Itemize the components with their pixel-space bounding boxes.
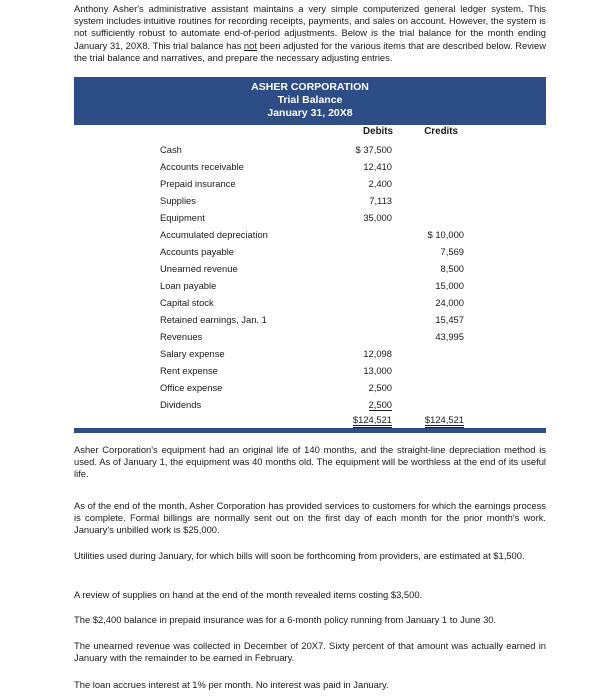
- credit-amount: 15,000: [435, 280, 464, 291]
- intro-text-part1: Anthony Asher's administrative assistant maintains a very simple computerized general ledger system. This system includes intuitive routines for recording receipts, payments, and sales on account. However, the system is not sufficiently robust to automate end-of-period adjustments. Below is the trial balance for the month ending January 31, 20X8. This trial balance has: [74, 3, 546, 51]
- debit-amount: 2,400: [368, 178, 392, 189]
- table-row: [74, 178, 546, 195]
- account-name: Accumulated depreciation: [160, 229, 268, 240]
- credit-amount: 43,995: [435, 331, 464, 342]
- account-name: Retained earnings, Jan. 1: [160, 314, 267, 325]
- equipment-narrative: Asher Corporation's equipment had an original life of 140 months, and the straight-line depreciation method is used. As of January 1, the equipment was 40 months old. The equipment will be worthless at the end of its useful life.: [74, 444, 546, 480]
- table-row: [74, 246, 546, 263]
- credit-amount: $ 10,000: [427, 229, 464, 240]
- account-name: Prepaid insurance: [160, 178, 236, 189]
- intro-not-underlined: not: [243, 39, 257, 51]
- table-row: [74, 144, 546, 161]
- account-name: Revenues: [160, 331, 203, 342]
- debit-amount: 13,000: [363, 365, 392, 376]
- account-name: Loan payable: [160, 280, 217, 291]
- statement-title: Trial Balance: [277, 94, 343, 106]
- trial-balance-table: [74, 77, 546, 432]
- account-name: Capital stock: [160, 297, 214, 308]
- table-row: [74, 348, 546, 365]
- table-row: [74, 195, 546, 212]
- debit-amount: 7,113: [369, 195, 392, 206]
- debit-amount: 35,000: [363, 212, 392, 223]
- total-debits: $124,521: [353, 414, 392, 428]
- insurance-narrative: The $2,400 balance in prepaid insurance was for a 6-month policy running from January 1 to June 30.: [74, 614, 497, 625]
- debit-amount: 2,500: [368, 399, 392, 410]
- table-row: [74, 331, 546, 348]
- services-narrative: As of the end of the month, Asher Corporation has provided services to customers for which the earnings process is complete. Formal billings are normally sent out on the first day of each month for the prior month's work. January's unbilled work is $25,000.: [74, 500, 546, 536]
- credit-amount: 15,457: [435, 314, 464, 325]
- account-name: Dividends: [160, 399, 202, 410]
- account-name: Equipment: [160, 212, 205, 223]
- credit-amount: 24,000: [435, 297, 464, 308]
- total-credits: $124,521: [425, 414, 464, 428]
- credit-amount: 8,500: [440, 263, 464, 274]
- table-row: [74, 280, 546, 297]
- account-name: Cash: [160, 144, 182, 155]
- table-row: [74, 229, 546, 246]
- debit-amount: 2,500: [368, 382, 392, 393]
- account-name: Office expense: [160, 382, 223, 393]
- table-row: [74, 161, 546, 178]
- debit-amount: 12,098: [363, 348, 392, 359]
- loan-interest-narrative: The loan accrues interest at 1% per month. No interest was paid in January.: [74, 679, 389, 690]
- account-name: Unearned revenue: [160, 263, 238, 274]
- debits-column-header: Debits: [363, 126, 393, 137]
- debit-amount: 12,410: [363, 161, 392, 172]
- debit-amount: $ 37,500: [355, 144, 392, 155]
- table-row: [74, 314, 546, 331]
- company-name: ASHER CORPORATION: [251, 81, 369, 93]
- statement-date: January 31, 20X8: [267, 107, 353, 119]
- utilities-narrative: Utilities used during January, for which bills will soon be forthcoming from providers, are estimated at $1,500.: [74, 550, 525, 561]
- supplies-narrative: A review of supplies on hand at the end of the month revealed items costing $3,500.: [74, 589, 423, 600]
- account-name: Rent expense: [160, 365, 218, 376]
- unearned-revenue-narrative: The unearned revenue was collected in December of 20X7. Sixty percent of that amount was actually earned in January with the remainder to be earned in February.: [74, 640, 546, 664]
- table-row: [74, 365, 546, 382]
- intro-paragraph: [74, 3, 546, 64]
- account-name: Salary expense: [160, 348, 225, 359]
- intro-text-part2: been adjusted for the various items that are described below. Review the trial balance and narratives, and prepare the necessary adjusting entries.: [74, 39, 546, 63]
- credit-amount: 7,569: [440, 246, 464, 257]
- table-row: [74, 382, 546, 399]
- trial-balance-header: [74, 77, 546, 125]
- table-row: [74, 297, 546, 314]
- account-name: Accounts receivable: [160, 161, 244, 172]
- credits-column-header: Credits: [424, 126, 458, 137]
- table-row: [74, 212, 546, 229]
- table-row: [74, 263, 546, 280]
- account-name: Supplies: [160, 195, 196, 206]
- account-name: Accounts payable: [160, 246, 235, 257]
- totals-row: [74, 414, 546, 431]
